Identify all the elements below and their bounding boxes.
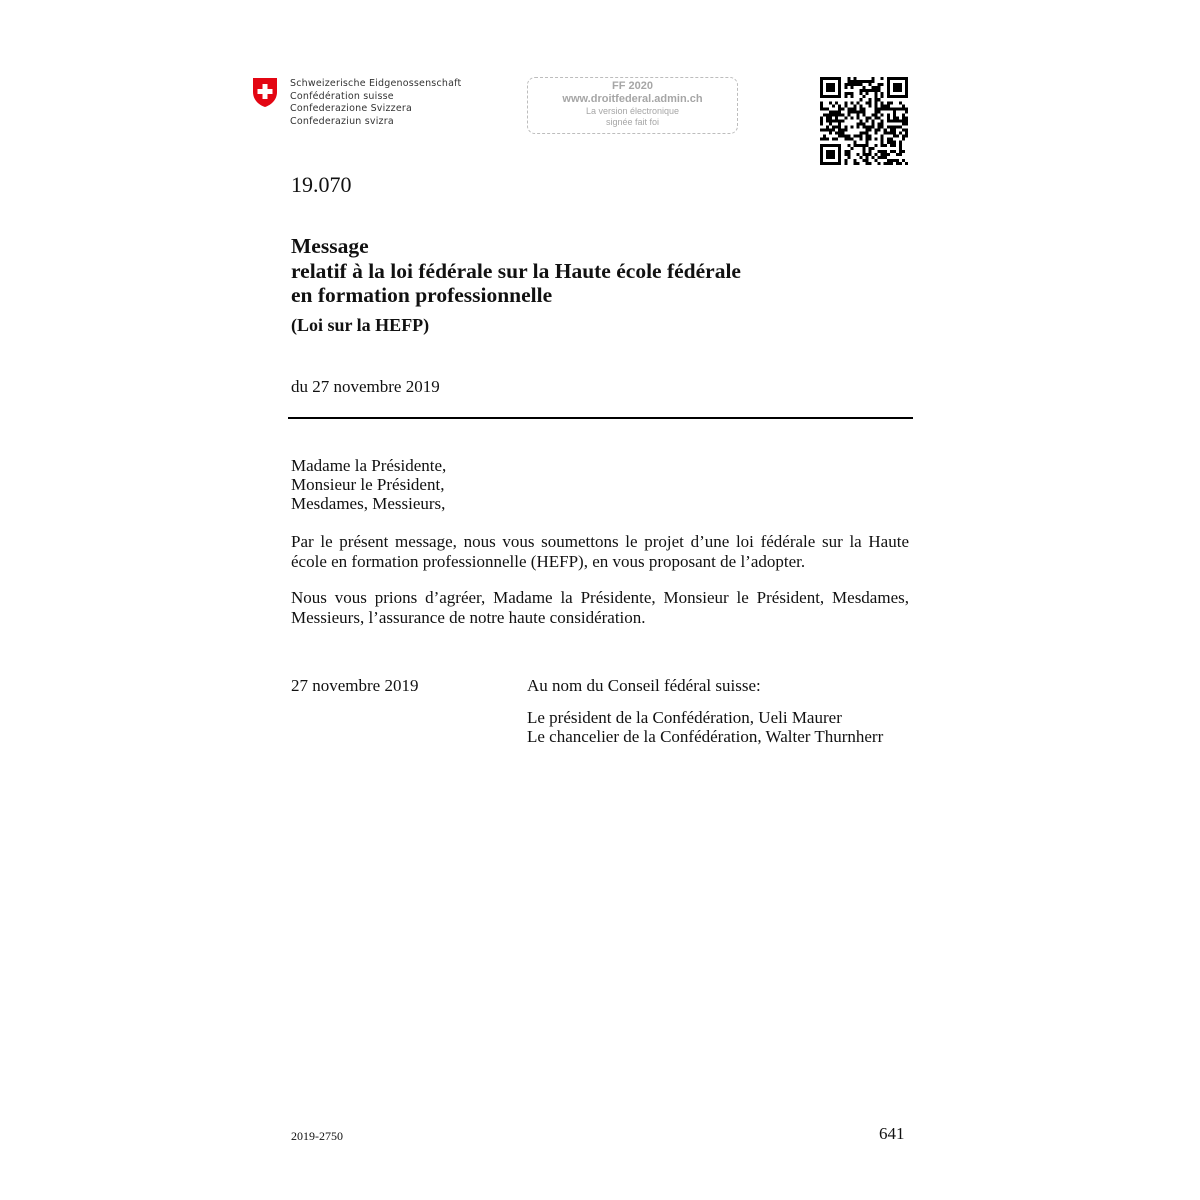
horizontal-rule — [288, 417, 913, 419]
salutation-line: Monsieur le Président, — [291, 475, 445, 494]
salutation — [291, 456, 446, 513]
signature-date: 27 novembre 2019 — [291, 676, 419, 695]
signatory-president: Le président de la Confédération, Ueli Maurer — [527, 707, 842, 727]
confed-name-it: Confederazione Svizzera — [290, 103, 413, 114]
stamp-note-line2: signée fait foi — [605, 117, 660, 127]
document-title — [291, 234, 741, 308]
stamp-note-line1: La version électronique — [585, 106, 680, 116]
document-title-line: Message — [291, 234, 369, 258]
paragraph-submission: Par le présent message, nous vous soumettons le projet d’une loi fédérale sur la Haute école en formation professionnelle (HEFP), en vous proposant de l’adopter. — [291, 532, 909, 571]
document-title-line: relatif à la loi fédérale sur la Haute école fédérale — [291, 258, 741, 283]
salutation-line: Mesdames, Messieurs, — [291, 494, 446, 513]
document-title-line: en formation professionnelle — [291, 283, 553, 307]
confederation-names — [290, 78, 461, 128]
stamp-gazette-ref: FF 2020 — [612, 80, 653, 92]
federal-gazette-stamp — [527, 77, 738, 134]
signature-block — [527, 676, 883, 747]
swiss-coat-of-arms-icon — [252, 77, 278, 108]
signature-intro: Au nom du Conseil fédéral suisse: — [527, 676, 761, 695]
page-number: 641 — [879, 1124, 905, 1143]
footer-reference: 2019-2750 — [291, 1129, 343, 1143]
signatory-chancellor: Le chancelier de la Confédération, Walter Thurnherr — [527, 727, 884, 746]
confed-name-rm: Confederaziun svizra — [290, 115, 394, 127]
salutation-line: Madame la Présidente, — [291, 456, 447, 475]
confed-name-fr: Confédération suisse — [290, 90, 394, 102]
confed-name-de: Schweizerische Eidgenossenschaft — [290, 78, 462, 89]
paragraph-closing: Nous vous prions d’agréer, Madame la Présidente, Monsieur le Président, Mesdames, Messieurs, l’assurance de notre haute considération. — [291, 588, 909, 627]
stamp-website: www.droitfederal.admin.ch — [562, 93, 703, 105]
document-subtitle: (Loi sur la HEFP) — [291, 315, 430, 335]
document-number: 19.070 — [291, 172, 352, 197]
qr-code-icon — [820, 77, 908, 165]
document-date: du 27 novembre 2019 — [291, 377, 440, 396]
